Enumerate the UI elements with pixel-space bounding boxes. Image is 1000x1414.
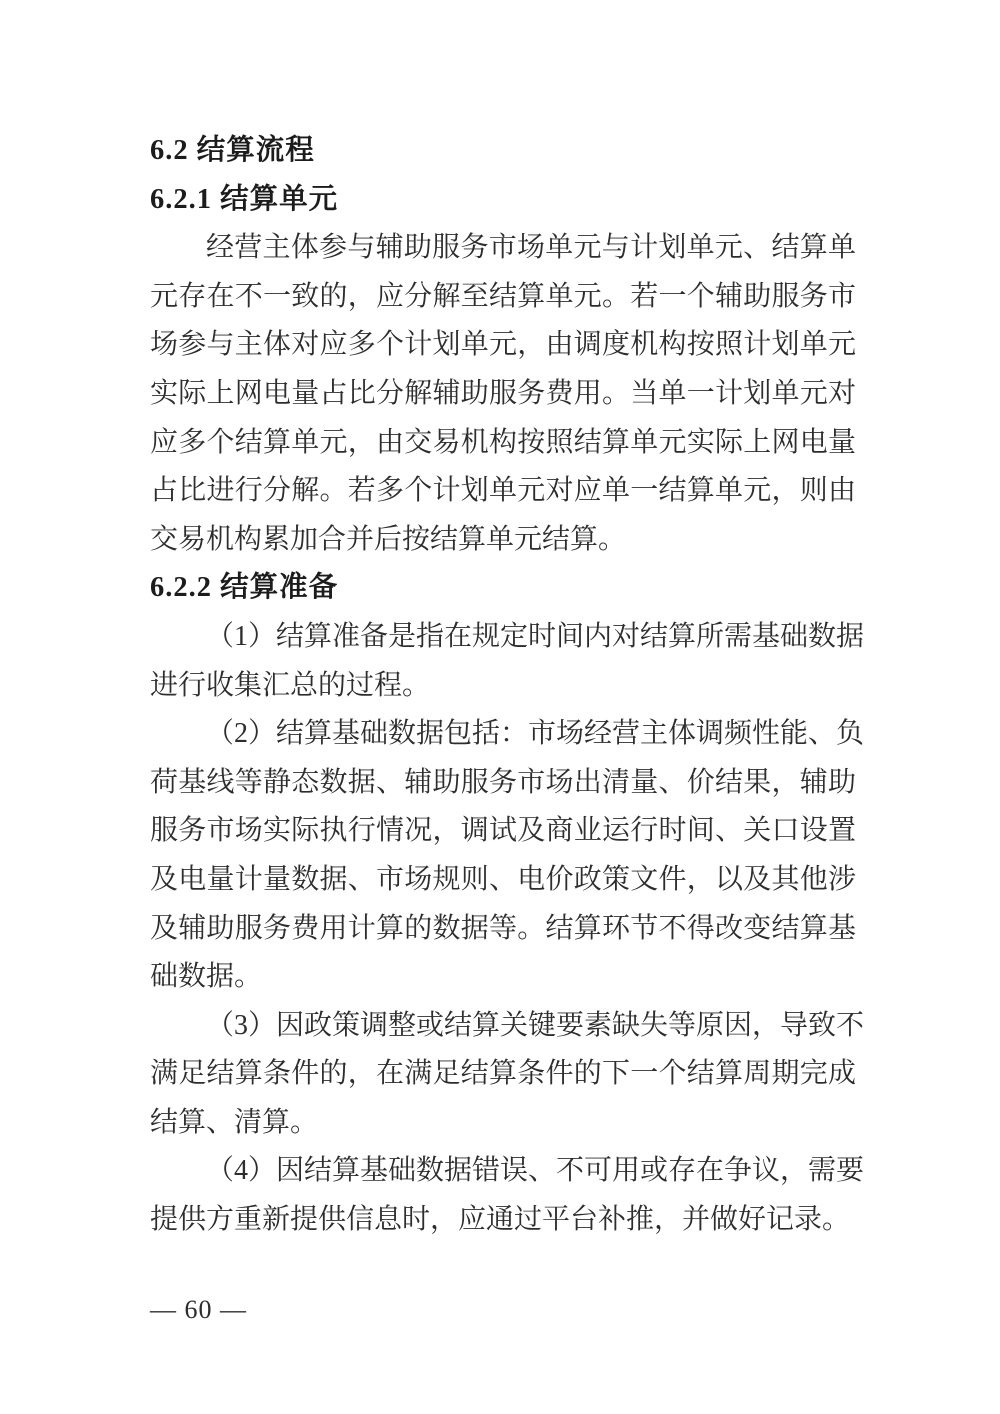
paragraph-settlement-unit-line-3: 场参与主体对应多个计划单元，由调度机构按照计划单元	[150, 329, 856, 361]
paragraph-settlement-unit-line-2: 元存在不一致的，应分解至结算单元。若一个辅助服务市	[150, 280, 856, 312]
paragraph-item-4-line-1: （4）因结算基础数据错误、不可用或存在争议，需要	[206, 1155, 865, 1187]
paragraph-item-2-line-4: 及电量计量数据、市场规则、电价政策文件，以及其他涉	[150, 863, 856, 895]
document-text	[150, 127, 865, 1245]
paragraph-item-2-line-2: 荷基线等静态数据、辅助服务市场出清量、价结果，辅助	[150, 766, 856, 798]
section-heading-6-2-1: 6.2.1 结算单元	[150, 183, 339, 215]
paragraph-item-3-line-1: （3）因政策调整或结算关键要素缺失等原因，导致不	[206, 1009, 865, 1041]
paragraph-item-2-line-6: 础数据。	[150, 961, 263, 993]
paragraph-item-3-line-2: 满足结算条件的，在满足结算条件的下一个结算周期完成	[150, 1058, 856, 1090]
paragraph-settlement-unit-line-6: 占比进行分解。若多个计划单元对应单一结算单元，则由	[150, 475, 856, 507]
section-heading-6-2: 6.2 结算流程	[150, 135, 315, 166]
paragraph-item-2-line-5: 及辅助服务费用计算的数据等。结算环节不得改变结算基	[150, 912, 856, 944]
paragraph-settlement-unit-line-7: 交易机构累加合并后按结算单元结算。	[150, 523, 627, 555]
paragraph-settlement-unit-line-4: 实际上网电量占比分解辅助服务费用。当单一计划单元对	[150, 377, 856, 409]
page-number: — 60 —	[150, 1295, 247, 1324]
paragraph-settlement-unit-line-1: 经营主体参与辅助服务市场单元与计划单元、结算单	[206, 232, 856, 264]
paragraph-settlement-unit-line-5: 应多个结算单元，由交易机构按照结算单元实际上网电量	[150, 426, 856, 458]
paragraph-item-2-line-3: 服务市场实际执行情况，调试及商业运行时间、关口设置	[150, 815, 856, 847]
paragraph-item-1-line-2: 进行收集汇总的过程。	[150, 669, 431, 701]
paragraph-item-2-line-1: （2）结算基础数据包括：市场经营主体调频性能、负	[206, 718, 865, 750]
section-heading-6-2-2: 6.2.2 结算准备	[150, 572, 339, 604]
paragraph-item-4-line-2: 提供方重新提供信息时，应通过平台补推，并做好记录。	[150, 1204, 851, 1236]
paragraph-item-1-line-1: （1）结算准备是指在规定时间内对结算所需基础数据	[206, 620, 865, 652]
paragraph-item-3-line-3: 结算、清算。	[150, 1106, 319, 1138]
